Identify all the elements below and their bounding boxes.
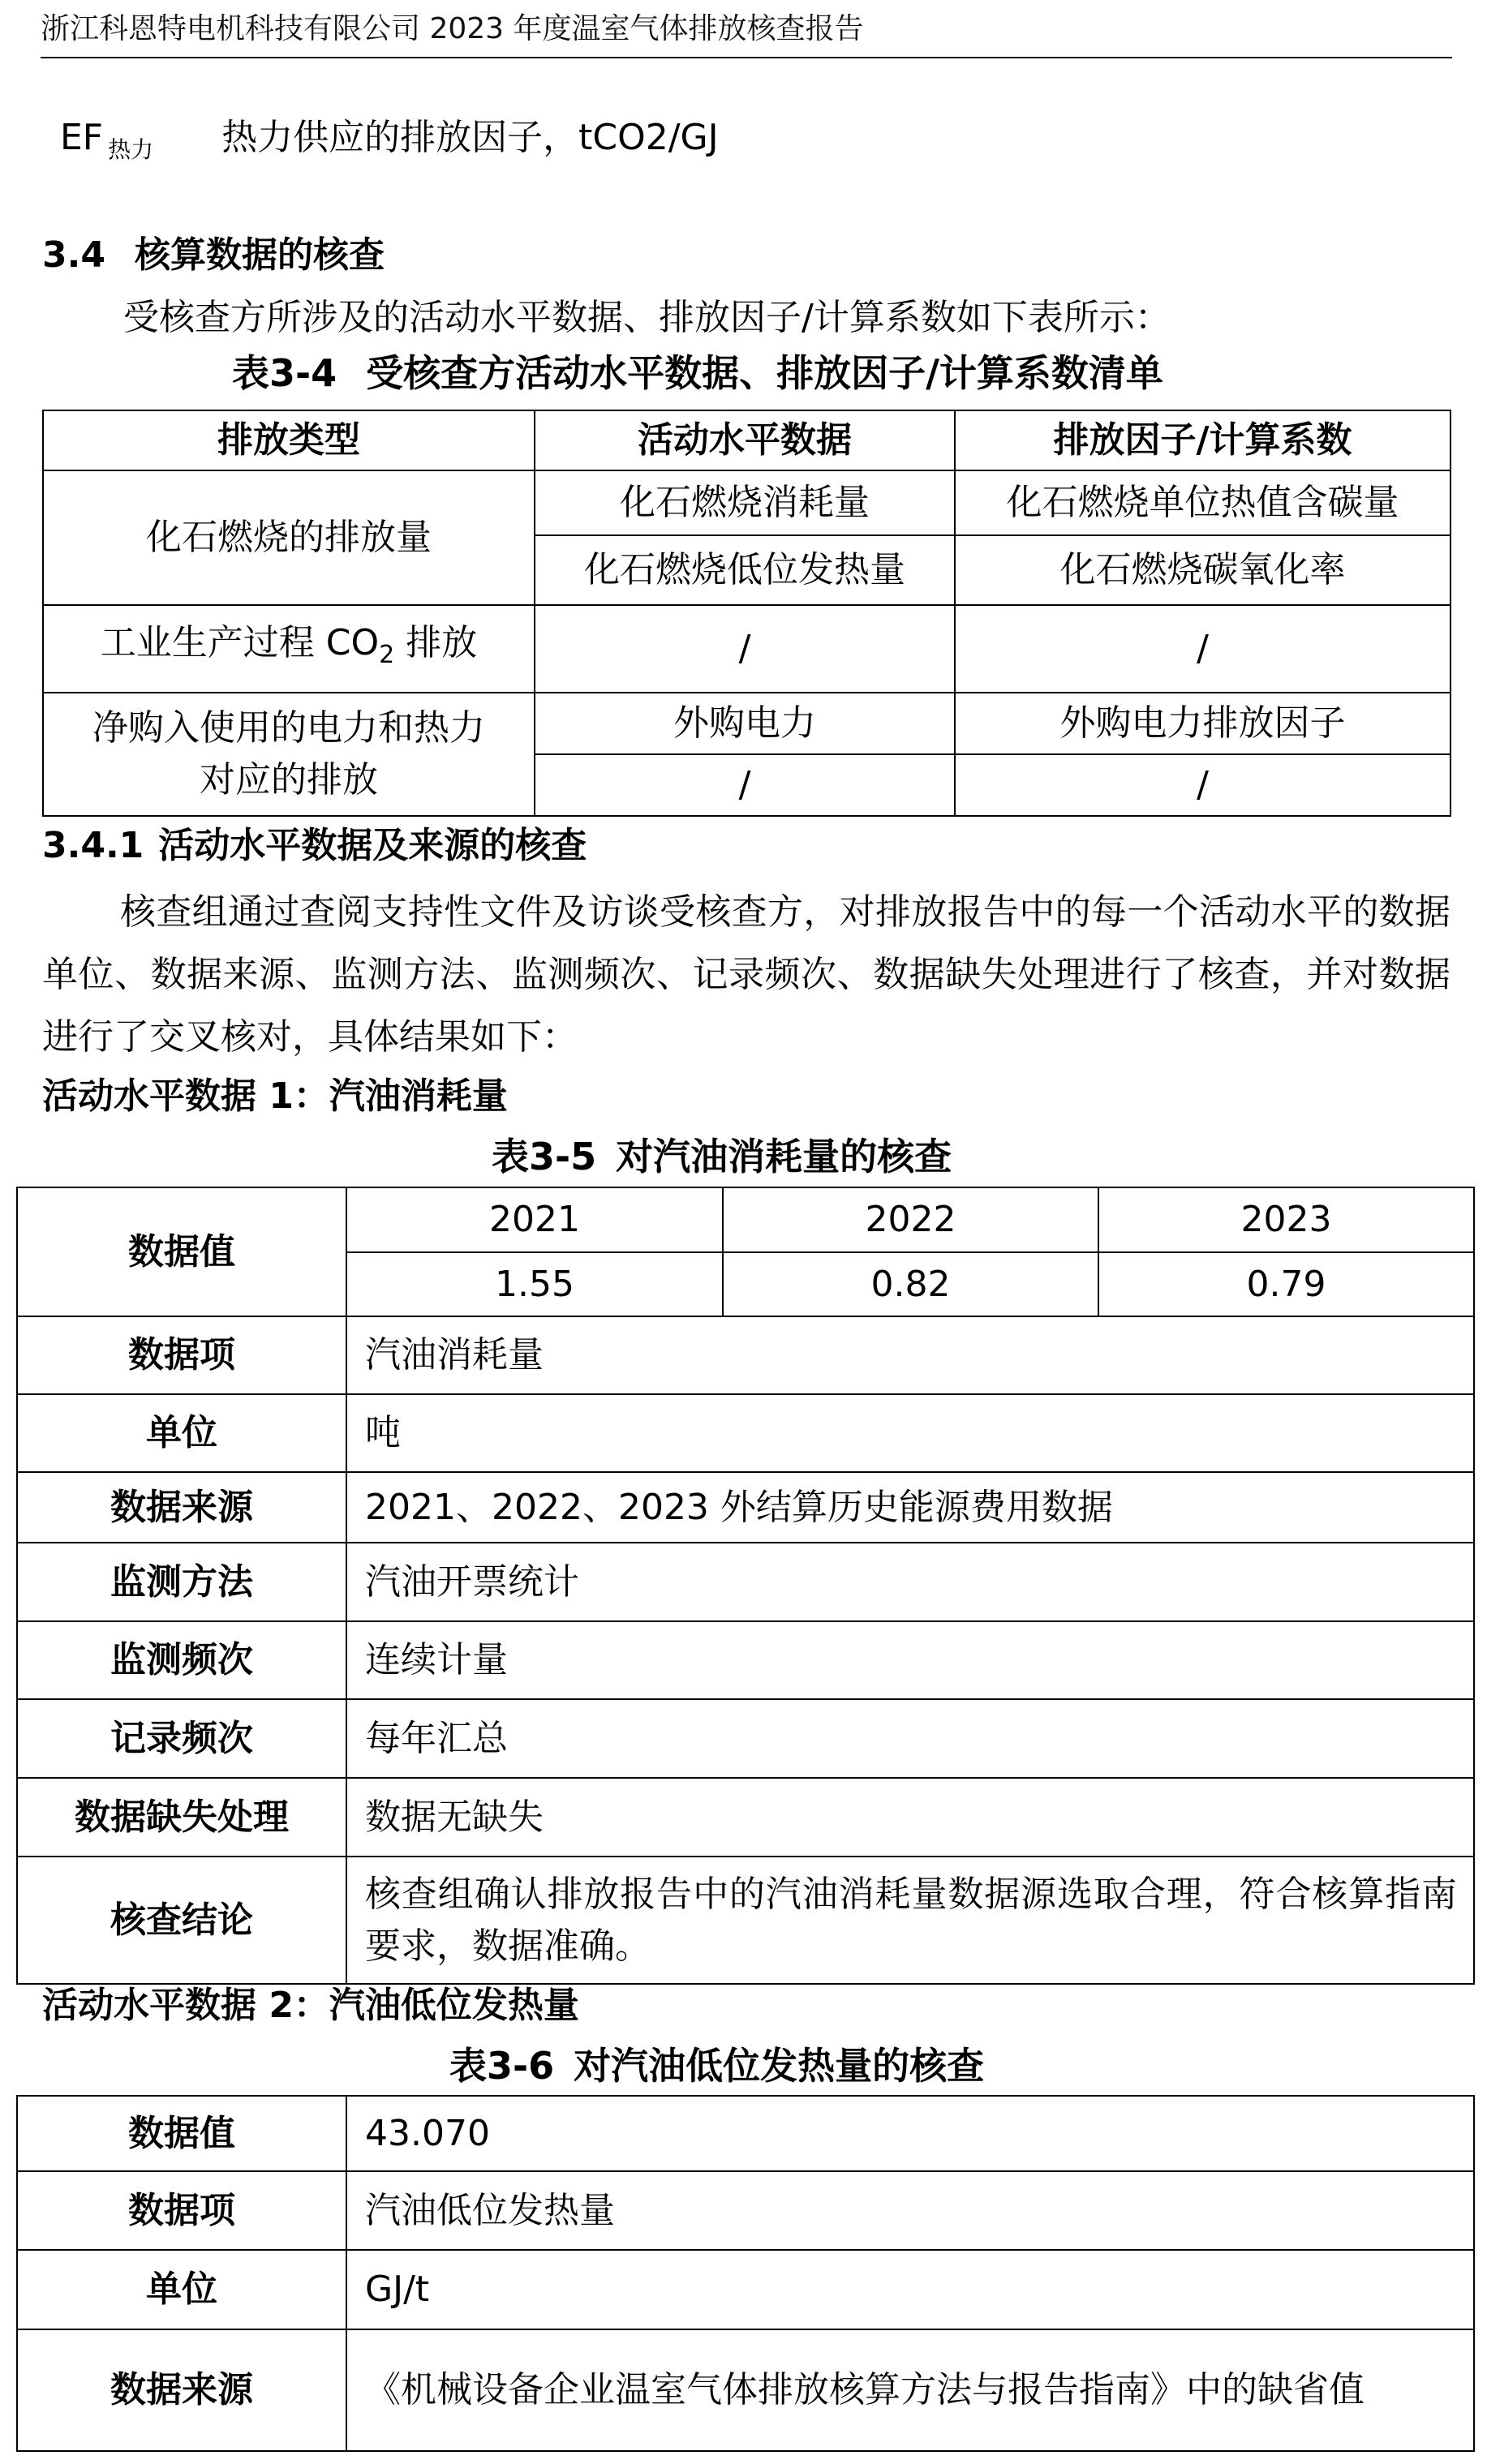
row-label: 记录频次 — [17, 1699, 346, 1778]
caption-number: 表3-6 — [449, 2044, 555, 2088]
row-value: 汽油消耗量 — [346, 1316, 1474, 1394]
caption-number: 表3-5 — [492, 1135, 597, 1178]
row-label: 数据项 — [17, 2171, 346, 2250]
section-number: 3.4 — [42, 234, 105, 276]
row-label: 核查结论 — [17, 1857, 346, 1984]
table-3-4-caption — [232, 349, 1163, 397]
table-3-5 — [16, 1187, 1475, 1985]
header-emission-factor: 排放因子/计算系数 — [955, 410, 1450, 470]
row-value: 2021、2022、2023 外结算历史能源费用数据 — [346, 1472, 1474, 1543]
row-value: 吨 — [346, 1394, 1474, 1472]
row-value: 数据无缺失 — [346, 1778, 1474, 1857]
activity-cell: / — [535, 605, 955, 693]
ef-description: 热力供应的排放因子，tCO2/GJ — [221, 117, 719, 158]
section-number: 3.4.1 — [42, 825, 144, 866]
table-row — [17, 2329, 1474, 2451]
year-cell: 2021 — [346, 1187, 723, 1252]
section-3-4-heading — [42, 231, 385, 280]
ef-subscript: 热力 — [108, 136, 154, 163]
activity-cell: 外购电力 — [535, 693, 955, 754]
table-row — [17, 1778, 1474, 1857]
activity-2-heading: 活动水平数据 2：汽油低位发热量 — [42, 1985, 579, 2026]
table-3-6-caption — [449, 2041, 984, 2090]
row-label: 数据项 — [17, 1316, 346, 1394]
row-label: 单位 — [17, 1394, 346, 1472]
data-value-label: 数据值 — [17, 1187, 346, 1316]
section-3-4-1-heading — [42, 822, 587, 870]
table-row — [43, 693, 1450, 754]
row-label: 数据来源 — [17, 1472, 346, 1543]
section-3-4-intro: 受核查方所涉及的活动水平数据、排放因子/计算系数如下表所示： — [123, 297, 1171, 338]
row-value: 43.070 — [346, 2096, 1474, 2171]
factor-cell: / — [955, 754, 1450, 816]
factor-cell: 化石燃烧碳氧化率 — [955, 535, 1450, 605]
emission-type-cell: 净购入使用的电力和热力对应的排放 — [43, 693, 535, 816]
header-emission-type: 排放类型 — [43, 410, 535, 470]
factor-cell: / — [955, 605, 1450, 693]
caption-title: 对汽油低位发热量的核查 — [574, 2044, 985, 2088]
activity-cell: 化石燃烧消耗量 — [535, 470, 955, 535]
row-label: 数据缺失处理 — [17, 1778, 346, 1857]
value-cell: 1.55 — [346, 1252, 723, 1316]
section-title: 活动水平数据及来源的核查 — [158, 825, 587, 866]
row-value: 连续计量 — [346, 1621, 1474, 1699]
activity-1-heading: 活动水平数据 1：汽油消耗量 — [42, 1075, 508, 1117]
table-row — [43, 605, 1450, 693]
table-row — [17, 1394, 1474, 1472]
caption-title: 对汽油消耗量的核查 — [616, 1135, 952, 1178]
table-row — [43, 470, 1450, 535]
table-3-5-caption — [492, 1132, 952, 1181]
report-title: 浙江科恩特电机科技有限公司 2023 年度温室气体排放核查报告 — [41, 12, 864, 45]
activity-cell: 化石燃烧低位发热量 — [535, 535, 955, 605]
table-row — [17, 1316, 1474, 1394]
caption-title: 受核查方活动水平数据、排放因子/计算系数清单 — [366, 351, 1163, 395]
activity-cell: / — [535, 754, 955, 816]
ef-symbol: EF — [60, 117, 104, 158]
row-label: 数据值 — [17, 2096, 346, 2171]
factor-cell: 化石燃烧单位热值含碳量 — [955, 470, 1450, 535]
row-label: 监测方法 — [17, 1543, 346, 1621]
emission-type-cell: 工业生产过程 $CO_2$ 排放 — [43, 605, 535, 693]
section-title: 核算数据的核查 — [134, 234, 385, 276]
value-cell: 0.79 — [1098, 1252, 1474, 1316]
year-cell: 2022 — [723, 1187, 1098, 1252]
table-row — [17, 1699, 1474, 1778]
caption-number: 表3-4 — [232, 351, 337, 395]
table-row — [17, 1472, 1474, 1543]
table-row — [17, 1621, 1474, 1699]
row-label: 单位 — [17, 2250, 346, 2329]
section-3-4-1-paragraph: 核查组通过查阅支持性文件及访谈受核查方，对排放报告中的每一个活动水平的数据单位、数据来源、监测方法、监测频次、记录频次、数据缺失处理进行了核查，并对数据进行了交叉核对，具体结果如下： — [42, 891, 1450, 1058]
years-row — [17, 1187, 1474, 1252]
table-row — [17, 2096, 1474, 2171]
header-activity-data: 活动水平数据 — [535, 410, 955, 470]
table-header-row — [43, 410, 1450, 470]
row-label: 数据来源 — [17, 2329, 346, 2451]
table-3-4 — [42, 410, 1451, 817]
factor-cell: 外购电力排放因子 — [955, 693, 1450, 754]
value-cell: 0.82 — [723, 1252, 1098, 1316]
table-3-6 — [16, 2095, 1475, 2452]
emission-type-cell: 化石燃烧的排放量 — [43, 470, 535, 605]
table-row — [17, 1857, 1474, 1984]
row-value: 《机械设备企业温室气体排放核算方法与报告指南》中的缺省值 — [346, 2329, 1474, 2451]
ef-definition-line — [60, 114, 719, 166]
row-value: GJ/t — [346, 2250, 1474, 2329]
table-row — [17, 2250, 1474, 2329]
table-row — [17, 2171, 1474, 2250]
row-label: 监测频次 — [17, 1621, 346, 1699]
table-row — [17, 1543, 1474, 1621]
row-value: 汽油低位发热量 — [346, 2171, 1474, 2250]
year-cell: 2023 — [1098, 1187, 1474, 1252]
row-value: 每年汇总 — [346, 1699, 1474, 1778]
row-value: 核查组确认排放报告中的汽油消耗量数据源选取合理，符合核算指南要求，数据准确。 — [346, 1857, 1474, 1984]
row-value: 汽油开票统计 — [346, 1543, 1474, 1621]
page-header — [41, 8, 1452, 58]
